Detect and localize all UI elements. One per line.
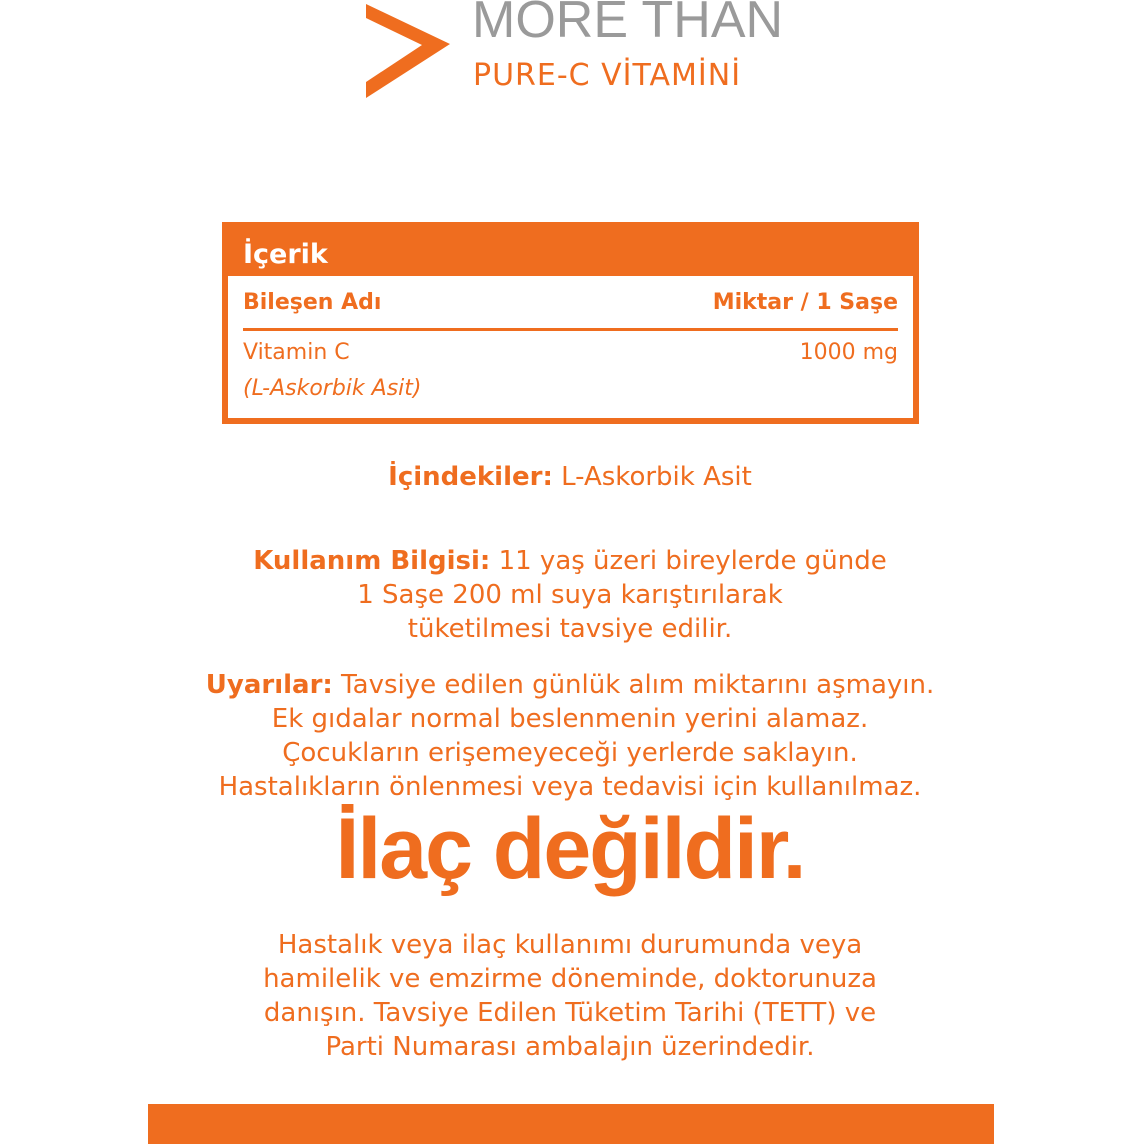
warnings-label: Uyarılar: — [205, 670, 333, 700]
table-title: İçerik — [228, 228, 913, 276]
table-header-row — [243, 286, 898, 331]
warnings — [0, 668, 1140, 804]
column-header-component: Bileşen Adı — [243, 290, 382, 315]
nutrition-table — [222, 222, 919, 424]
usage-line: tüketilmesi tavsiye edilir. — [407, 614, 733, 644]
warning-line: Hastalıkların önlenmesi veya tedavisi için kullanılmaz. — [218, 772, 922, 802]
usage-line: 11 yaş üzeri bireylerde günde — [490, 546, 887, 576]
note-line: hamilelik ve emzirme döneminde, doktorunuza — [263, 964, 877, 994]
note-line: Parti Numarası ambalajın üzerindedir. — [325, 1032, 815, 1062]
brand-name: MORE THAN — [472, 0, 784, 49]
usage-line: 1 Saşe 200 ml suya karıştırılarak — [357, 580, 783, 610]
usage-label: Kullanım Bilgisi: — [253, 546, 491, 576]
ingredients-line — [0, 462, 1140, 492]
warning-line: Ek gıdalar normal beslenmenin yerini alamaz. — [271, 704, 869, 734]
chevron-arrow-icon — [360, 2, 460, 98]
note-line: Hastalık veya ilaç kullanımı durumunda veya — [277, 930, 863, 960]
component-name: Vitamin C — [243, 340, 350, 365]
product-name: PURE-C VİTAMİNİ — [473, 58, 742, 93]
column-header-amount: Miktar / 1 Saşe — [712, 290, 898, 315]
warning-line: Tavsiye edilen günlük alım miktarını aşmayın. — [332, 670, 935, 700]
note-line: danışın. Tavsiye Edilen Tüketim Tarihi (TETT) ve — [263, 998, 877, 1028]
bottom-accent-bar — [148, 1104, 994, 1144]
warning-line: Çocukların erişemeyeceği yerlerde saklayın. — [282, 738, 858, 768]
brand-logo — [360, 0, 800, 100]
ingredients-label: İçindekiler: — [388, 462, 553, 492]
ingredients-text: L-Askorbik Asit — [552, 462, 752, 492]
component-subname: (L-Askorbik Asit) — [243, 376, 422, 401]
not-a-drug-heading: İlaç değildir. — [335, 801, 805, 897]
consult-note — [0, 928, 1140, 1064]
component-amount: 1000 mg — [799, 340, 898, 365]
usage-info — [0, 544, 1140, 646]
